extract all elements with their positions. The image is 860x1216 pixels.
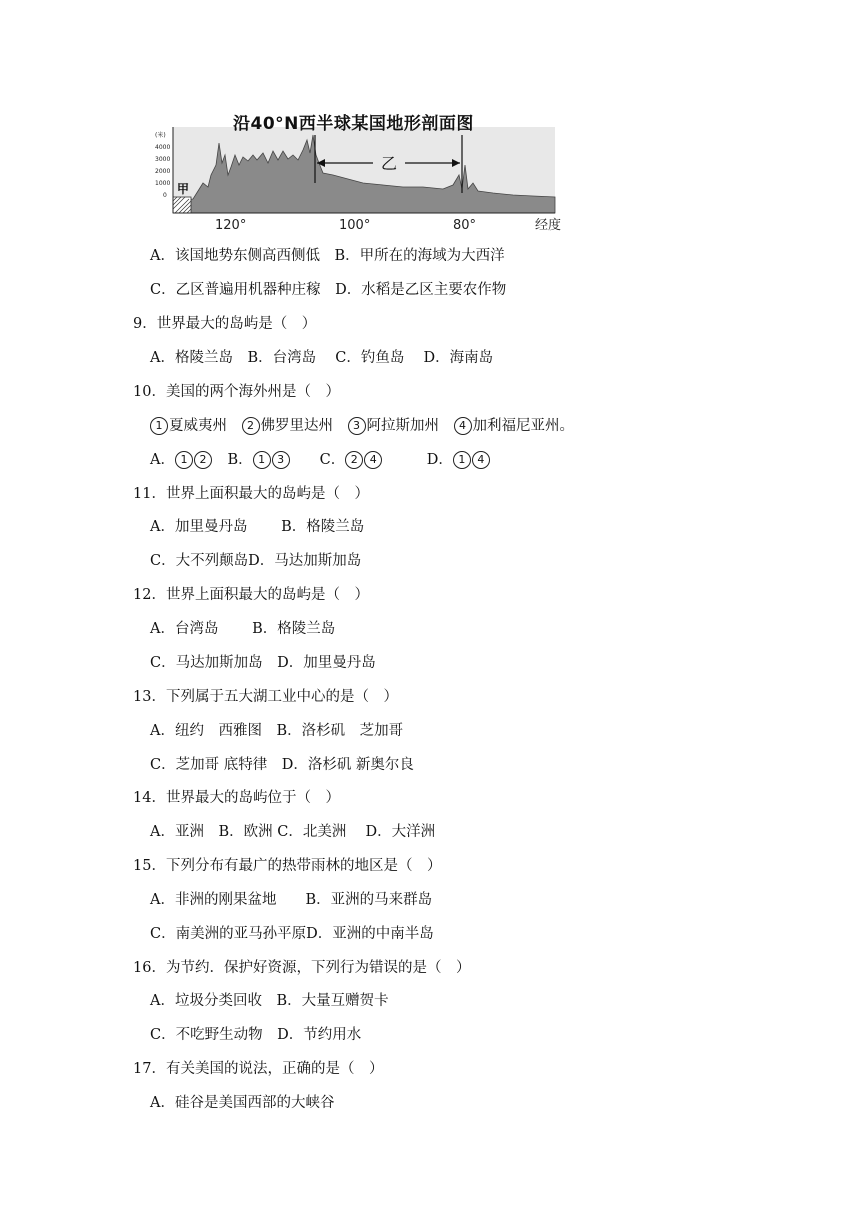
q10-answer-options (150, 450, 491, 470)
x-axis-label: 经度 (535, 218, 562, 233)
option-letter: A． (150, 452, 175, 468)
answer-options: C．马达加斯加岛 D．加里曼丹岛 (150, 655, 376, 671)
circled-number: 1 (253, 451, 271, 469)
option-letter: B． (227, 452, 253, 468)
y-tick-0: 0 (163, 192, 167, 199)
x-tick-100: 100° (339, 218, 371, 233)
answer-options: A．硅谷是美国西部的大峡谷 (150, 1095, 335, 1111)
option-letter: C． (319, 452, 346, 468)
q10-choices (150, 416, 574, 436)
circled-number: 4 (364, 451, 382, 469)
question-stem: 15．下列分布有最广的热带雨林的地区是（ ） (133, 858, 442, 874)
answer-options: A．格陵兰岛 B．台湾岛 C．钓鱼岛 D．海南岛 (150, 350, 494, 366)
y-tick-4000: 4000 (155, 144, 171, 151)
circled-number: 1 (150, 417, 168, 435)
answer-options: C．乙区普遍用机器种庄稼 D．水稻是乙区主要农作物 (150, 282, 507, 298)
answer-options: A．非洲的刚果盆地 B．亚洲的马来群岛 (150, 892, 433, 908)
x-tick-80: 80° (453, 218, 477, 233)
answer-options: A．垃圾分类回收 B．大量互赠贺卡 (150, 993, 389, 1009)
terrain-profile-figure (153, 105, 573, 233)
circled-number: 2 (345, 451, 363, 469)
circled-number: 4 (472, 451, 490, 469)
question-stem: 9．世界最大的岛屿是（ ） (133, 316, 317, 332)
circled-number: 2 (194, 451, 212, 469)
answer-options: C．南美洲的亚马孙平原D．亚洲的中南半岛 (150, 926, 434, 942)
circled-number: 3 (348, 417, 366, 435)
question-stem: 17．有关美国的说法，正确的是（ ） (133, 1061, 384, 1077)
question-stem: 10．美国的两个海外州是（ ） (133, 384, 340, 400)
circled-number: 4 (454, 417, 472, 435)
circled-number: 3 (272, 451, 290, 469)
choice-text: 加利福尼亚州。 (472, 418, 574, 434)
answer-options: A．台湾岛 B．格陵兰岛 (150, 621, 336, 637)
question-stem: 12．世界上面积最大的岛屿是（ ） (133, 587, 369, 603)
circled-number: 1 (175, 451, 193, 469)
choice-text: 佛罗里达州 (260, 418, 348, 434)
circled-number: 2 (242, 417, 260, 435)
label-yi: 乙 (381, 154, 398, 173)
spacer (291, 452, 320, 468)
answer-options: A．该国地势东侧高西侧低 B．甲所在的海域为大西洋 (150, 248, 505, 264)
choice-text: 阿拉斯加州 (366, 418, 454, 434)
answer-options: A．亚洲 B．欧洲 C．北美洲 D．大洋洲 (150, 824, 436, 840)
choice-text: 夏威夷州 (169, 418, 242, 434)
question-stem: 16．为节约．保护好资源，下列行为错误的是（ ） (133, 960, 471, 976)
circled-number: 1 (453, 451, 471, 469)
question-stem: 11．世界上面积最大的岛屿是（ ） (133, 486, 369, 502)
spacer (383, 452, 427, 468)
x-tick-120: 120° (215, 218, 247, 233)
answer-options: A．加里曼丹岛 B．格陵兰岛 (150, 519, 365, 535)
figure-title: 沿40°N西半球某国地形剖面图 (233, 114, 474, 134)
spacer (213, 452, 228, 468)
label-jia: 甲 (177, 182, 190, 196)
question-stem: 14．世界最大的岛屿位于（ ） (133, 790, 340, 806)
answer-options: C．不吃野生动物 D．节约用水 (150, 1027, 362, 1043)
answer-options: C．芝加哥 底特律 D．洛杉矶 新奥尔良 (150, 757, 414, 773)
answer-options: C．大不列颠岛D．马达加斯加岛 (150, 553, 362, 569)
answer-options: A．纽约 西雅图 B．洛杉矶 芝加哥 (150, 723, 404, 739)
option-letter: D． (426, 452, 453, 468)
y-tick-unit: (米) (155, 132, 166, 139)
question-stem: 13．下列属于五大湖工业中心的是（ ） (133, 689, 398, 705)
y-tick-1000: 1000 (155, 180, 171, 187)
y-tick-2000: 2000 (155, 168, 171, 175)
y-tick-3000: 3000 (155, 156, 171, 163)
